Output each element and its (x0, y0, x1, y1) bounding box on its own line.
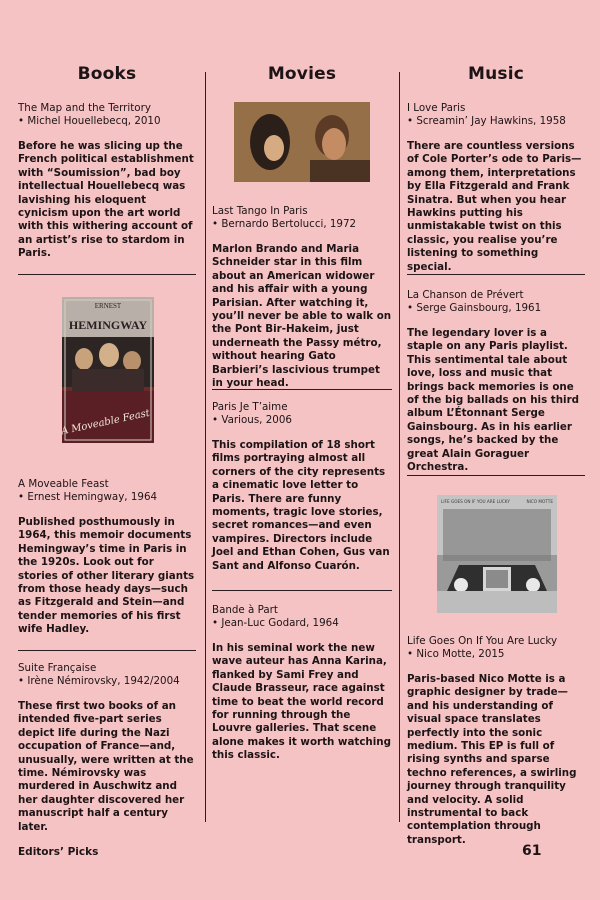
book-entry (18, 102, 196, 261)
entry-meta: • Screamin’ Jay Hawkins, 1958 (407, 115, 566, 127)
entry-title: La Chanson de Prévert (407, 289, 524, 301)
column-divider (205, 72, 206, 822)
entry-body: Paris-based Nico Motte is a graphic designer by trade—and his understanding of visual space translates perfectly into the sonic medium. This EP is full of rising synths and sparse techno references, a swirling journey through tranquility and velocity. A solid instrumental to back contemplation through transport. (407, 673, 577, 846)
last-tango-still-image (234, 102, 370, 182)
moveable-feast-cover-image (62, 297, 154, 443)
entry-divider (18, 650, 196, 651)
entry-body: Before he was slicing up the French political establishment with “Soumission”, bad boy intellectual Houellebecq was lavishing his eloquent cynicism upon the art world with this withering account of an artist’s rise to stardom in Paris. (18, 140, 194, 260)
movie-entry (212, 205, 392, 390)
book-entry (18, 662, 196, 834)
entry-body: There are countless versions of Cole Porter’s ode to Paris—among them, interpretations by Ella Fitzgerald and Frank Sinatra. But when you hear Hawkins putting his unmistakable twist on this classic, you realise you’re listening to something special. (407, 140, 582, 273)
movie-entry (212, 604, 392, 763)
entry-title: Life Goes On If You Are Lucky (407, 635, 558, 647)
movie-entry (212, 401, 392, 573)
entry-title: I Love Paris (407, 102, 466, 114)
music-entry (407, 635, 585, 847)
entry-divider (212, 389, 392, 390)
music-entry (407, 102, 585, 274)
entry-body: This compilation of 18 short films portraying almost all corners of the city represents a cinematic love letter to Paris. There are funny moments, tragic love stories, secret romances—and even vampires. Directors include Joel and Ethan Cohen, Gus van Sant and Alfonso Cuarón. (212, 439, 390, 572)
entry-meta: • Ernest Hemingway, 1964 (18, 491, 158, 503)
book-entry (18, 478, 196, 637)
music-header: Music (467, 64, 525, 84)
entry-meta: • Serge Gainsbourg, 1961 (407, 302, 542, 314)
entry-divider (212, 590, 392, 591)
cover-script-title: A Moveable Feast (62, 407, 151, 438)
entry-meta: • Jean-Luc Godard, 1964 (212, 617, 339, 629)
nico-motte-cover-image (437, 495, 557, 613)
movies-header: Movies (267, 64, 337, 84)
cover-artist-text: NICO MOTTE (526, 499, 553, 504)
footer-section-label: Editors’ Picks (18, 846, 99, 858)
cover-author-first: ERNEST (94, 302, 122, 310)
entry-body: Published posthumously in 1964, this memoir documents Hemingway’s time in Paris in the 1920s. Look out for stories of other literary giants from those heady days—such as Fitzgerald and Stein—and tender memories of his first wife Hadley. (18, 516, 195, 636)
entry-title: Last Tango In Paris (212, 205, 308, 217)
page-number: 61 (522, 843, 542, 859)
entry-title: Bande à Part (212, 604, 278, 616)
cover-title-text: LIFE GOES ON IF YOU ARE LUCKY (441, 499, 510, 504)
books-header: Books (77, 64, 137, 84)
cover-author-last: HEMINGWAY (68, 318, 148, 332)
entry-meta: • Michel Houellebecq, 2010 (18, 115, 161, 127)
entry-body: Marlon Brando and Maria Schneider star in this film about an American widower and his affair with a young Parisian. After watching it, you’ll never be able to walk on the Pont Bir-Hakeim, just underneath the Passy métro, without hearing Gato Barbieri’s lascivious trumpet in your head. (212, 243, 392, 390)
entry-meta: • Nico Motte, 2015 (407, 648, 505, 660)
entry-body: These first two books of an intended five-part series depict life during the Nazi occupation of France—and, unusually, were written at the time. Némirovsky was murdered in Auschwitz and her daughter discovered her manuscript half a century later. (18, 700, 194, 833)
entry-meta: • Irène Némirovsky, 1942/2004 (18, 675, 180, 687)
entry-body: In his seminal work the new wave auteur has Anna Karina, flanked by Sami Frey and Claude Brasseur, race against time to beat the world record for running through the Louvre galleries. That scene alone makes it worth watching this classic. (212, 642, 391, 762)
entry-divider (407, 274, 585, 275)
entry-divider (407, 475, 585, 476)
entry-divider (18, 274, 196, 275)
music-entry (407, 289, 585, 474)
entry-title: Suite Française (18, 662, 97, 674)
entry-title: Paris Je T’aime (212, 401, 288, 413)
entry-meta: • Various, 2006 (212, 414, 292, 426)
entry-title: The Map and the Territory (18, 102, 151, 114)
entry-meta: • Bernardo Bertolucci, 1972 (212, 218, 357, 230)
entry-body: The legendary lover is a staple on any Paris playlist. This sentimental tale about love, loss and music that brings back memories is one of the big ballads on his third album L’Étonnant Serge Gainsbourg. As in his earlier songs, he’s backed by the great Alain Goraguer Orchestra. (407, 327, 580, 474)
column-divider (399, 72, 400, 822)
entry-title: A Moveable Feast (18, 478, 109, 490)
